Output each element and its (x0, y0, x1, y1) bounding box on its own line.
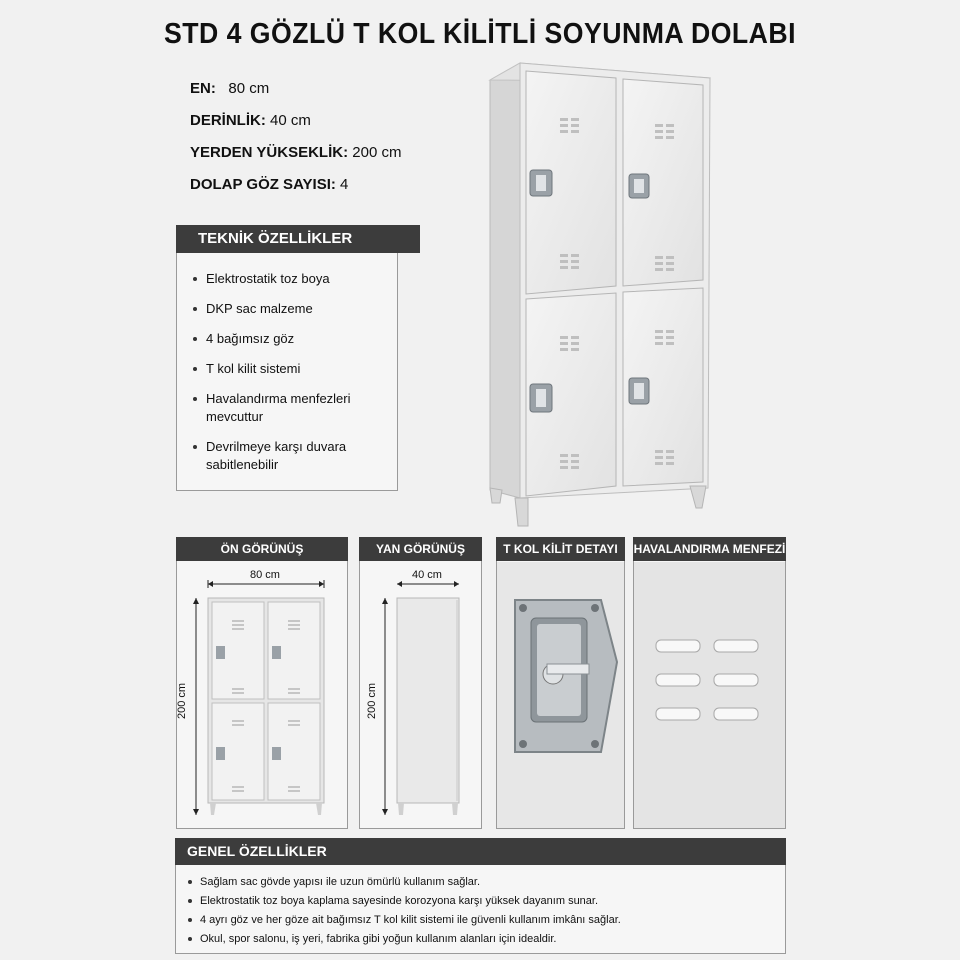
list-item: Okul, spor salonu, iş yeri, fabrika gibi yoğun kullanım alanları için idealdir. (188, 930, 621, 949)
ventilation-detail-image (634, 562, 785, 828)
t-handle (547, 664, 589, 674)
spec-list (190, 78, 401, 206)
side-view-heading: YAN GÖRÜNÜŞ (359, 537, 482, 561)
list-item: Havalandırma menfezleri mevcuttur (190, 390, 390, 426)
list-item: Elektrostatik toz boya kaplama sayesinde korozyona karşı yüksek dayanım sunar. (188, 892, 621, 911)
spec-width: EN: 80 cm (190, 80, 270, 97)
general-features-panel (175, 838, 786, 954)
list-item: Devrilmeye karşı duvara sabitlenebilir (190, 438, 390, 474)
front-width-label: 80 cm (250, 569, 280, 581)
side-height-label: 200 cm (366, 682, 379, 720)
t-handle-lock-detail-image (497, 562, 624, 828)
cabinet-product-image (470, 58, 720, 533)
list-item: Sağlam sac gövde yapısı ile uzun ömürlü kullanım sağlar. (188, 873, 621, 892)
spec-height: YERDEN YÜKSEKLİK: 200 cm (190, 144, 402, 161)
general-features-heading: GENEL ÖZELLİKLER (175, 838, 786, 865)
list-item: DKP sac malzeme (190, 300, 390, 318)
spec-depth: DERİNLİK: 40 cm (190, 112, 311, 129)
list-item: 4 bağımsız göz (190, 330, 390, 348)
lock-detail-heading: T KOL KİLİT DETAYI (496, 537, 625, 561)
general-features-list (188, 873, 621, 949)
spec-compartments: DOLAP GÖZ SAYISI: 4 (190, 176, 349, 193)
page-title: STD 4 GÖZLÜ T KOL KİLİTLİ SOYUNMA DOLABI (163, 18, 797, 50)
technical-features-heading: TEKNİK ÖZELLİKLER (176, 225, 420, 253)
front-view-heading: ÖN GÖRÜNÜŞ (176, 537, 348, 561)
side-width-label: 40 cm (412, 569, 442, 581)
front-height-label: 200 cm (176, 682, 189, 720)
vent-detail-heading: HAVALANDIRMA MENFEZİ (633, 537, 786, 561)
front-view-drawing (176, 560, 348, 828)
technical-features-list (190, 270, 390, 486)
list-item: 4 ayrı göz ve her göze ait bağımsız T kol kilit sistemi ile güvenli kullanım imkânı sağlar. (188, 911, 621, 930)
technical-features-panel (176, 225, 398, 491)
list-item: T kol kilit sistemi (190, 360, 390, 378)
list-item: Elektrostatik toz boya (190, 270, 390, 288)
